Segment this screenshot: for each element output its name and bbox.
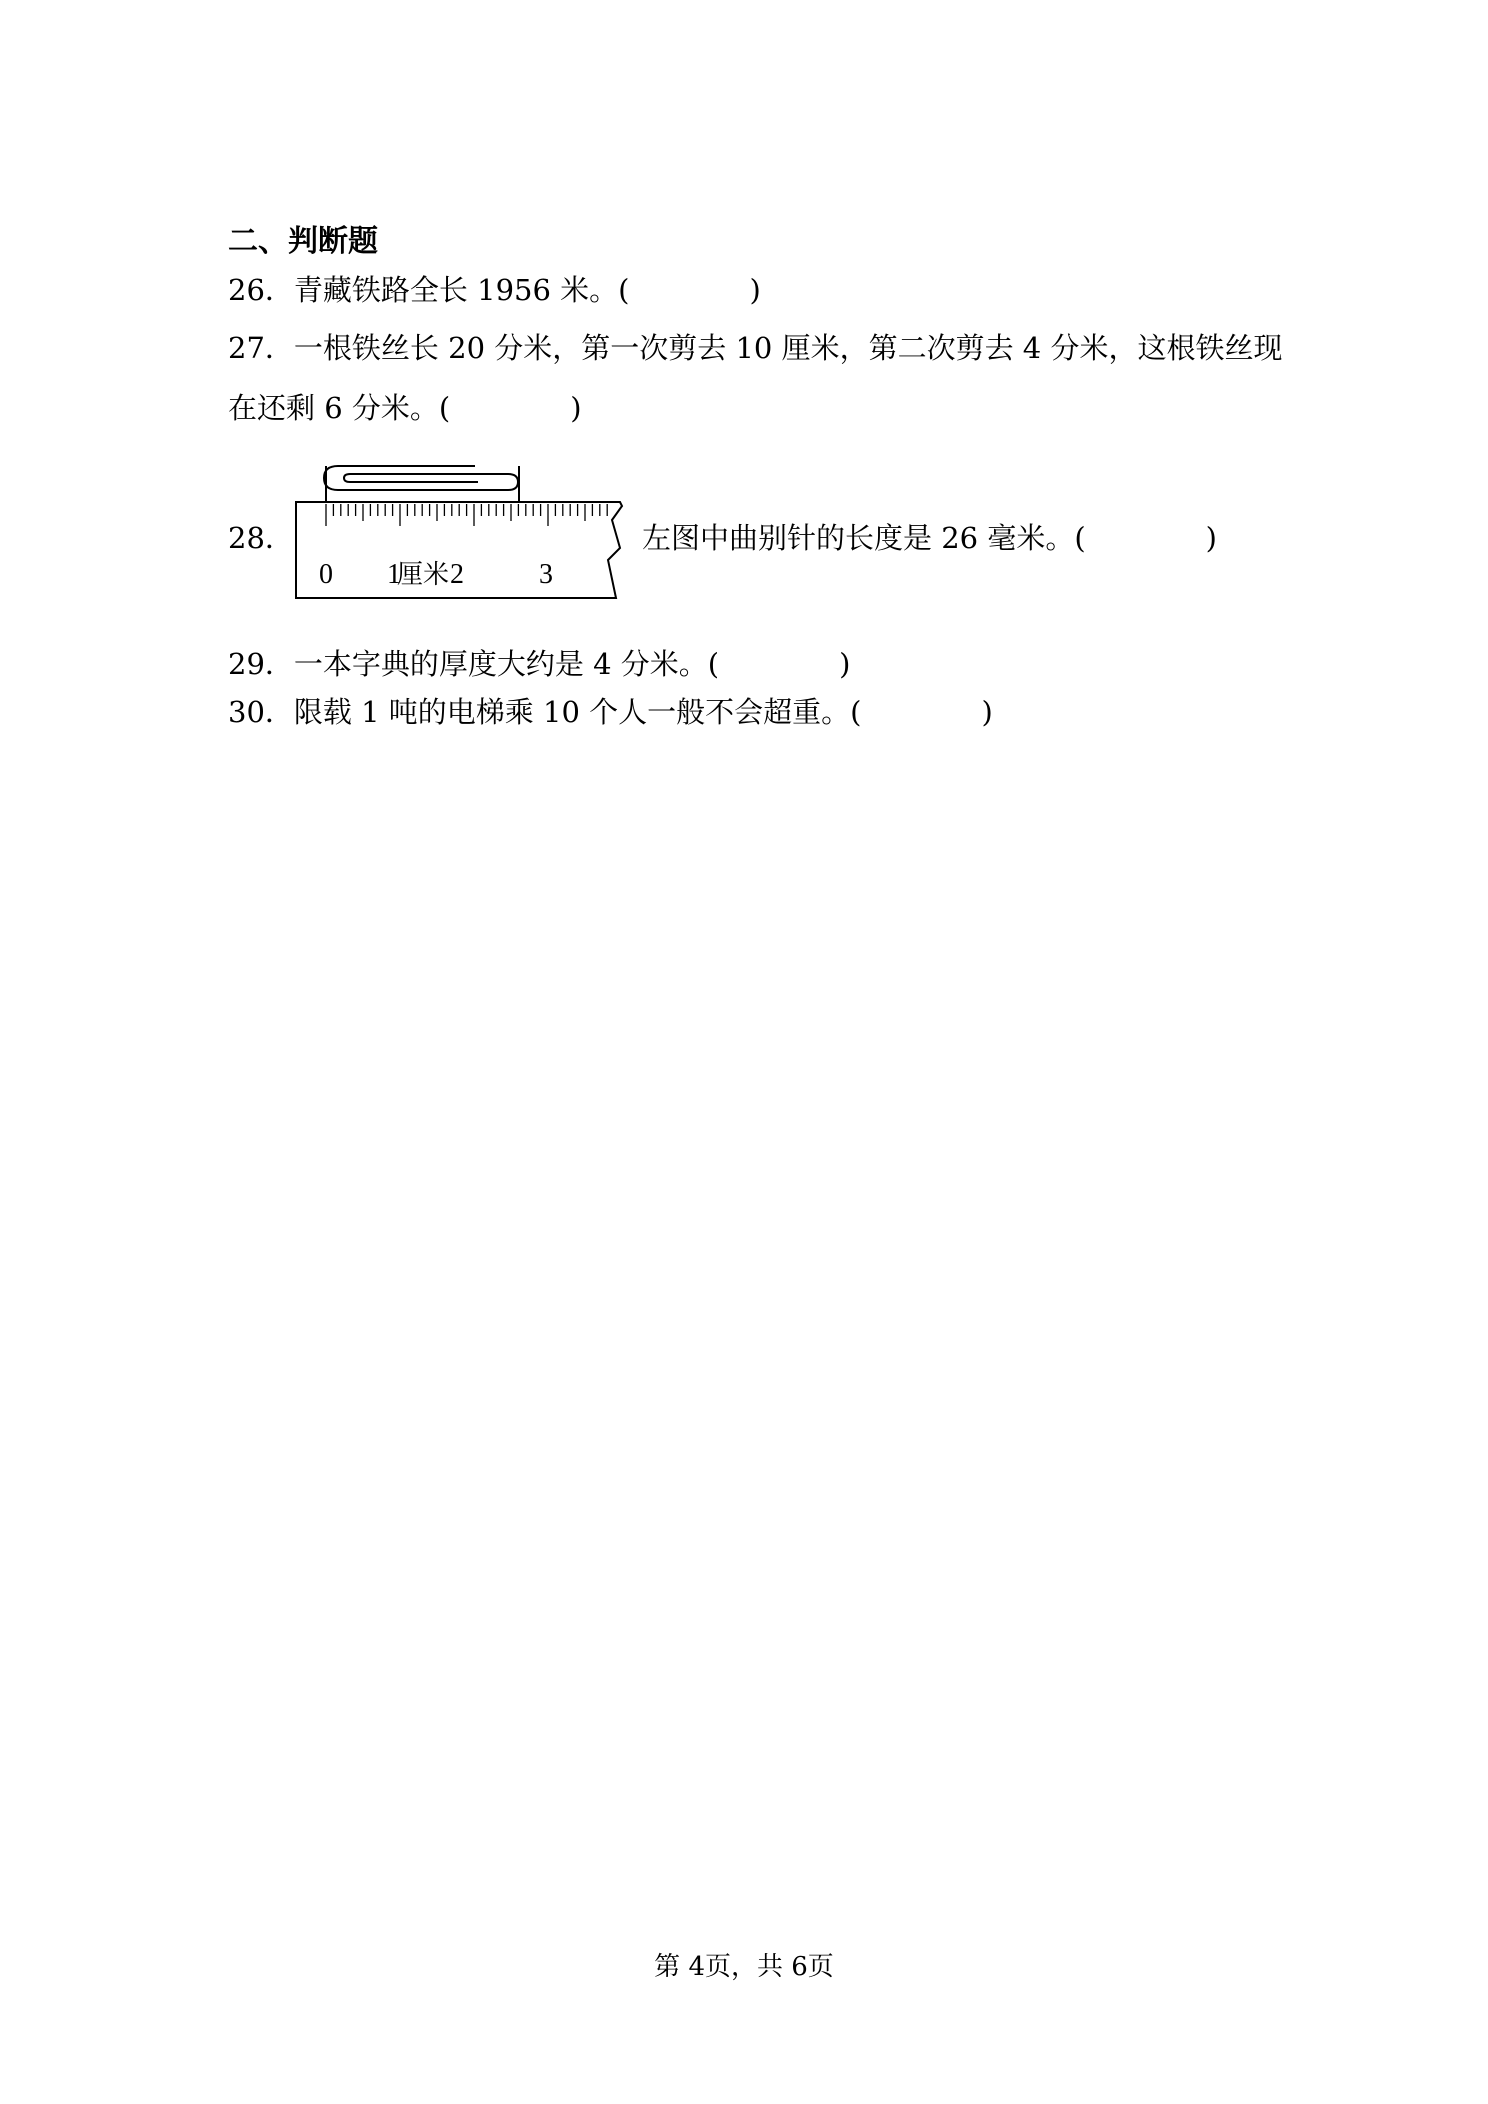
footer-suffix: 页: [807, 1952, 834, 1982]
question-number: 28．: [228, 521, 294, 555]
ruler-label-0: 0: [319, 559, 333, 590]
answer-close-paren: ): [839, 647, 851, 681]
question-text: 左图中曲别针的长度是 26 毫米。(: [642, 521, 1086, 555]
question-28: [642, 518, 1217, 558]
question-text: 青藏铁路全长 1956 米。(: [293, 273, 630, 307]
question-27: [228, 328, 1282, 368]
question-29: [228, 644, 850, 684]
answer-close-paren: ): [749, 273, 761, 307]
ruler-illustration: [290, 458, 640, 608]
footer-page-number: 4: [688, 1952, 705, 1982]
question-number: 26．: [228, 273, 294, 307]
ruler-unit-label: 厘米: [397, 560, 450, 590]
question-number: 27．: [228, 331, 294, 365]
ruler-label-3: 3: [539, 559, 553, 590]
question-number: 29．: [228, 647, 294, 681]
answer-close-paren: ): [981, 695, 993, 729]
question-number: 30．: [228, 695, 294, 729]
footer-prefix: 第: [654, 1952, 689, 1982]
question-text: 限载 1 吨的电梯乘 10 个人一般不会超重。(: [293, 695, 862, 729]
answer-close-paren: ): [570, 391, 582, 425]
paperclip-ruler-figure: [290, 458, 640, 608]
footer-middle: 页，共: [704, 1952, 792, 1982]
question-27-continuation: [228, 388, 582, 428]
question-28-number: [228, 518, 294, 558]
question-30: [228, 692, 993, 732]
question-text: 一根铁丝长 20 分米，第一次剪去 10 厘米，第二次剪去 4 分米，这根铁丝现: [293, 331, 1283, 365]
footer-total-pages: 6: [791, 1952, 808, 1982]
question-text: 一本字典的厚度大约是 4 分米。(: [293, 647, 720, 681]
paperclip-icon: [324, 466, 518, 490]
section-title: 二、判断题: [228, 224, 378, 259]
answer-close-paren: ): [1205, 521, 1217, 555]
question-26: [228, 270, 761, 310]
page-footer: [0, 1950, 1488, 1984]
ruler-label-1: 1: [387, 559, 401, 590]
ruler-label-2: 2: [450, 559, 464, 590]
question-text-continuation: 在还剩 6 分米。(: [228, 391, 451, 425]
